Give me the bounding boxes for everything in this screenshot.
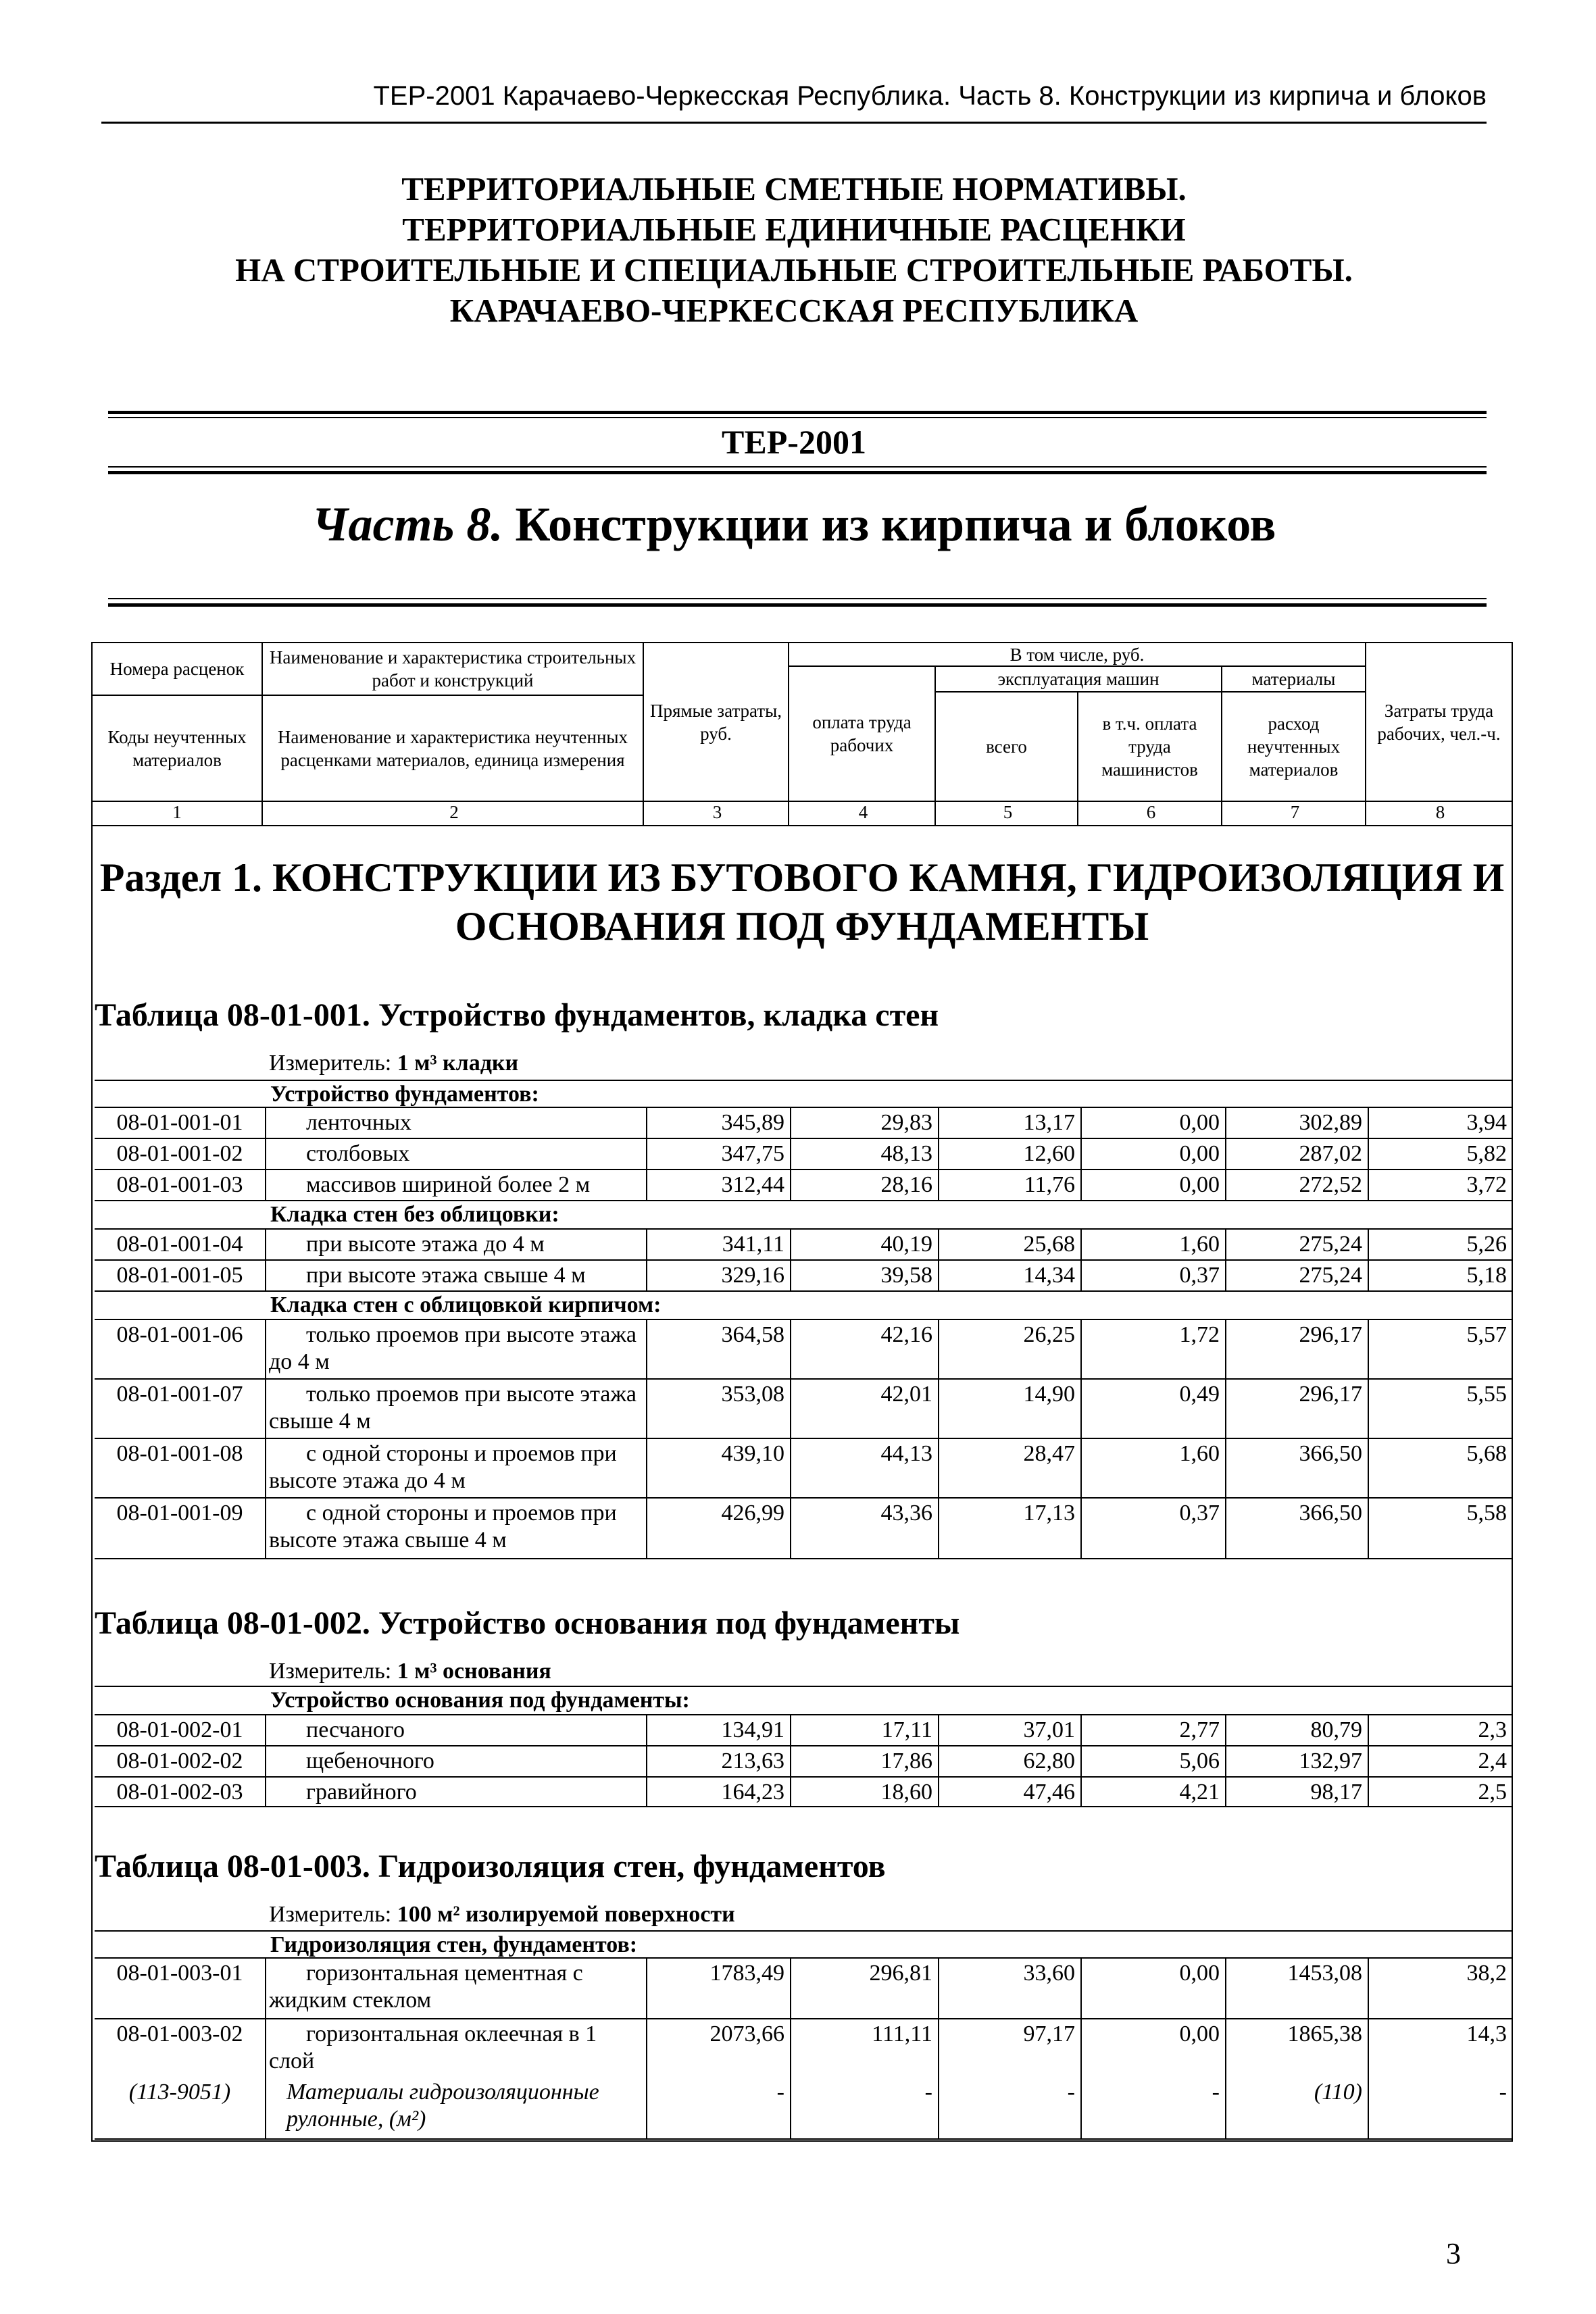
materials-value: 287,02	[1225, 1139, 1368, 1169]
materials-value: 98,17	[1225, 1778, 1368, 1806]
operator-pay-value: 0,37	[1080, 1261, 1225, 1290]
rate-code: 08-01-001-03	[116, 1172, 243, 1197]
table-row	[95, 1107, 1512, 1138]
worker-pay-value: 111,11	[790, 2019, 938, 2078]
column-number: 6	[1077, 801, 1224, 825]
machines-total-value: 13,17	[938, 1108, 1080, 1138]
table-row	[95, 1319, 1512, 1378]
table-row	[95, 1776, 1512, 1807]
worker-pay-value: 48,13	[790, 1139, 938, 1169]
table-08-01-003-title: Таблица 08-01-003. Гидроизоляция стен, фундаментов	[95, 1848, 886, 1884]
section-title	[91, 853, 1513, 951]
column-number: 3	[643, 801, 791, 825]
direct-costs-value: 364,58	[646, 1320, 790, 1378]
rate-code: 08-01-001-09	[116, 1501, 243, 1526]
operator-pay-value: 0,00	[1080, 2019, 1225, 2078]
table-row	[95, 2018, 1512, 2078]
worker-pay-value: 43,36	[790, 1499, 938, 1558]
operator-pay-value: 0,00	[1080, 1170, 1225, 1200]
header-labor-costs: Затраты труда рабочих, чел.-ч.	[1365, 642, 1513, 802]
labor-costs-value: 14,3	[1368, 2019, 1512, 2078]
header-material-name: Наименование и характеристика неучтенных расценками материалов, единица измерения	[261, 695, 644, 802]
labor-costs-value: 5,18	[1368, 1261, 1512, 1290]
labor-costs-value: 5,82	[1368, 1139, 1512, 1169]
material-code: (113-9051)	[128, 2080, 231, 2105]
machines-total-value: -	[938, 2078, 1080, 2138]
rate-name: только проемов при высоте этажа до 4 м	[265, 1320, 646, 1378]
operator-pay-value: 1,60	[1080, 1230, 1225, 1259]
rule-thick-3	[108, 603, 1487, 607]
direct-costs-value: 353,08	[646, 1380, 790, 1438]
group-header: Гидроизоляция стен, фундаментов:	[95, 1930, 1512, 1957]
rate-name: массивов шириной более 2 м	[265, 1170, 646, 1200]
machines-total-value: 97,17	[938, 2019, 1080, 2078]
header-material-consumption: расход неучтенных материалов	[1221, 691, 1366, 802]
table-row	[95, 1497, 1512, 1559]
rate-name: ленточных	[265, 1108, 646, 1138]
rate-code: 08-01-001-01	[116, 1110, 243, 1135]
header-machines-total: всего	[934, 691, 1078, 802]
machines-total-value: 37,01	[938, 1715, 1080, 1745]
title-line-4: КАРАЧАЕВО-ЧЕРКЕССКАЯ РЕСПУБЛИКА	[449, 292, 1139, 329]
materials-value: 296,17	[1225, 1380, 1368, 1438]
measure-prefix: Измеритель:	[269, 1659, 397, 1684]
direct-costs-value: 213,63	[646, 1746, 790, 1776]
labor-costs-value: 5,55	[1368, 1380, 1512, 1438]
header-rate-numbers: Номера расценок	[91, 642, 263, 696]
column-number: 4	[788, 801, 937, 825]
title-line-3: НА СТРОИТЕЛЬНЫЕ И СПЕЦИАЛЬНЫЕ СТРОИТЕЛЬНЫЕ РАБОТЫ.	[235, 251, 1353, 288]
running-header: ТЕР-2001 Карачаево-Черкесская Республика. Часть 8. Конструкции из кирпича и блоков	[373, 81, 1487, 111]
header-work-name: Наименование и характеристика строительных работ и конструкций	[261, 642, 644, 696]
materials-value: 132,97	[1225, 1746, 1368, 1776]
table-row	[95, 1259, 1512, 1290]
column-number: 5	[934, 801, 1080, 825]
column-number: 8	[1365, 801, 1514, 825]
direct-costs-value: 347,75	[646, 1139, 790, 1169]
rule-thick-2	[108, 471, 1487, 474]
group-header: Устройство основания под фундаменты:	[95, 1686, 1512, 1714]
title-line-1: ТЕРРИТОРИАЛЬНЫЕ СМЕТНЫЕ НОРМАТИВЫ.	[401, 170, 1187, 207]
direct-costs-value: 134,91	[646, 1715, 790, 1745]
materials-value: 366,50	[1225, 1439, 1368, 1497]
part-title	[101, 497, 1487, 553]
rate-name: горизонтальная цементная с жидким стеклом	[265, 1959, 646, 2018]
material-row	[95, 2078, 1512, 2140]
document-title	[101, 169, 1487, 331]
operator-pay-value: -	[1080, 2078, 1225, 2138]
machines-total-value: 11,76	[938, 1170, 1080, 1200]
rule-thin-1	[108, 417, 1487, 418]
worker-pay-value: 40,19	[790, 1230, 938, 1259]
operator-pay-value: 5,06	[1080, 1746, 1225, 1776]
labor-costs-value: 2,3	[1368, 1715, 1512, 1745]
machines-total-value: 28,47	[938, 1439, 1080, 1497]
direct-costs-value: 2073,66	[646, 2019, 790, 2078]
direct-costs-value: 439,10	[646, 1439, 790, 1497]
materials-value: 1865,38	[1225, 2019, 1368, 2078]
rate-name: гравийного	[265, 1778, 646, 1806]
rate-code: 08-01-001-04	[116, 1232, 243, 1257]
worker-pay-value: 17,11	[790, 1715, 938, 1745]
machines-total-value: 33,60	[938, 1959, 1080, 2018]
machines-total-value: 14,90	[938, 1380, 1080, 1438]
operator-pay-value: 0,37	[1080, 1499, 1225, 1558]
machines-total-value: 17,13	[938, 1499, 1080, 1558]
table-row	[95, 1714, 1512, 1745]
worker-pay-value: 42,16	[790, 1320, 938, 1378]
materials-value: 80,79	[1225, 1715, 1368, 1745]
header-machines: эксплуатация машин	[934, 665, 1222, 693]
table-08-01-002-title: Таблица 08-01-002. Устройство основания под фундаменты	[95, 1605, 960, 1641]
group-header: Кладка стен с облицовкой кирпичом:	[95, 1290, 1512, 1319]
rate-code: 08-01-003-02	[116, 2021, 243, 2046]
labor-costs-value: 3,72	[1368, 1170, 1512, 1200]
labor-costs-value: 5,68	[1368, 1439, 1512, 1497]
measure-prefix: Измеритель:	[269, 1051, 397, 1076]
direct-costs-value: 312,44	[646, 1170, 790, 1200]
rate-name: при высоте этажа до 4 м	[265, 1230, 646, 1259]
operator-pay-value: 4,21	[1080, 1778, 1225, 1806]
rate-name: с одной стороны и проемов при высоте этажа свыше 4 м	[265, 1499, 646, 1558]
operator-pay-value: 0,49	[1080, 1380, 1225, 1438]
direct-costs-value: 426,99	[646, 1499, 790, 1558]
machines-total-value: 12,60	[938, 1139, 1080, 1169]
operator-pay-value: 0,00	[1080, 1959, 1225, 2018]
header-including: В том числе, руб.	[788, 642, 1366, 667]
direct-costs-value: 164,23	[646, 1778, 790, 1806]
machines-total-value: 26,25	[938, 1320, 1080, 1378]
table-08-01-003-measure	[269, 1902, 735, 1928]
materials-value: 1453,08	[1225, 1959, 1368, 2018]
group-header: Устройство фундаментов:	[95, 1080, 1512, 1107]
material-consumption-value: (110)	[1225, 2078, 1368, 2138]
rate-code: 08-01-003-01	[116, 1961, 243, 1986]
materials-value: 366,50	[1225, 1499, 1368, 1558]
rate-name: только проемов при высоте этажа свыше 4 м	[265, 1380, 646, 1438]
rate-code: 08-01-001-02	[116, 1141, 243, 1166]
labor-costs-value: 38,2	[1368, 1959, 1512, 2018]
worker-pay-value: 28,16	[790, 1170, 938, 1200]
machines-total-value: 14,34	[938, 1261, 1080, 1290]
machines-total-value: 62,80	[938, 1746, 1080, 1776]
header-rule	[101, 122, 1487, 124]
direct-costs-value: -	[646, 2078, 790, 2138]
direct-costs-value: 341,11	[646, 1230, 790, 1259]
rate-name: щебеночного	[265, 1746, 646, 1776]
rate-code: 08-01-002-01	[116, 1717, 243, 1742]
rate-name: песчаного	[265, 1715, 646, 1745]
rule-thin-2	[108, 466, 1487, 468]
rate-code: 08-01-002-02	[116, 1749, 243, 1774]
worker-pay-value: 17,86	[790, 1746, 938, 1776]
worker-pay-value: 18,60	[790, 1778, 938, 1806]
labor-costs-value: 2,5	[1368, 1778, 1512, 1806]
labor-costs-value: -	[1368, 2078, 1512, 2138]
materials-value: 296,17	[1225, 1320, 1368, 1378]
rate-name: при высоте этажа свыше 4 м	[265, 1261, 646, 1290]
column-number: 1	[172, 802, 182, 822]
part-label: Часть 8.	[311, 497, 503, 551]
measure-unit: 1 м³ основания	[397, 1659, 551, 1684]
labor-costs-value: 5,57	[1368, 1320, 1512, 1378]
title-line-2: ТЕРРИТОРИАЛЬНЫЕ ЕДИНИЧНЫЕ РАСЦЕНКИ	[402, 211, 1186, 248]
direct-costs-value: 329,16	[646, 1261, 790, 1290]
table-row	[95, 1438, 1512, 1497]
operator-pay-value: 0,00	[1080, 1108, 1225, 1138]
table-row	[95, 1228, 1512, 1259]
rate-code: 08-01-001-07	[116, 1382, 243, 1407]
labor-costs-value: 5,58	[1368, 1499, 1512, 1558]
header-worker-pay: оплата труда рабочих	[788, 665, 936, 802]
column-number: 2	[261, 801, 645, 825]
material-name: Материалы гидроизоляционные рулонные, (м²)	[265, 2078, 646, 2138]
labor-costs-value: 3,94	[1368, 1108, 1512, 1138]
measure-unit: 1 м³ кладки	[397, 1051, 519, 1076]
table-row	[95, 1138, 1512, 1169]
machines-total-value: 47,46	[938, 1778, 1080, 1806]
table-08-01-001-measure	[269, 1051, 518, 1076]
worker-pay-value: 44,13	[790, 1439, 938, 1497]
part-name: Конструкции из кирпича и блоков	[515, 497, 1276, 551]
machines-total-value: 25,68	[938, 1230, 1080, 1259]
materials-value: 275,24	[1225, 1261, 1368, 1290]
worker-pay-value: 29,83	[790, 1108, 938, 1138]
table-row	[95, 1745, 1512, 1776]
rule-thin-3	[108, 598, 1487, 599]
operator-pay-value: 2,77	[1080, 1715, 1225, 1745]
page-number: 3	[1446, 2237, 1461, 2270]
rate-code: 08-01-001-08	[116, 1441, 243, 1466]
group-header: Кладка стен без облицовки:	[95, 1200, 1512, 1228]
operator-pay-value: 1,72	[1080, 1320, 1225, 1378]
worker-pay-value: -	[790, 2078, 938, 2138]
ter-label: ТЕР-2001	[722, 423, 866, 461]
operator-pay-value: 0,00	[1080, 1139, 1225, 1169]
section-title-line-2: ОСНОВАНИЯ ПОД ФУНДАМЕНТЫ	[455, 904, 1149, 949]
table-row	[95, 1378, 1512, 1438]
rate-name: с одной стороны и проемов при высоте этажа до 4 м	[265, 1439, 646, 1497]
operator-pay-value: 1,60	[1080, 1439, 1225, 1497]
materials-value: 275,24	[1225, 1230, 1368, 1259]
labor-costs-value: 5,26	[1368, 1230, 1512, 1259]
section-title-line-1: Раздел 1. КОНСТРУКЦИИ ИЗ БУТОВОГО КАМНЯ, ГИДРОИЗОЛЯЦИЯ И	[99, 855, 1505, 900]
measure-prefix: Измеритель:	[269, 1902, 397, 1927]
table-row	[95, 1957, 1512, 2018]
direct-costs-value: 345,89	[646, 1108, 790, 1138]
rate-code: 08-01-001-05	[116, 1263, 243, 1288]
header-direct-costs: Прямые затраты, руб.	[643, 642, 789, 802]
table-08-01-002-measure	[269, 1659, 551, 1684]
materials-value: 302,89	[1225, 1108, 1368, 1138]
rule-thick-1	[108, 411, 1487, 414]
table-row	[95, 1169, 1512, 1200]
measure-unit: 100 м² изолируемой поверхности	[397, 1902, 735, 1927]
rate-code: 08-01-002-03	[116, 1780, 243, 1805]
worker-pay-value: 39,58	[790, 1261, 938, 1290]
table-08-01-001-title: Таблица 08-01-001. Устройство фундаментов, кладка стен	[95, 997, 939, 1033]
worker-pay-value: 296,81	[790, 1959, 938, 2018]
worker-pay-value: 42,01	[790, 1380, 938, 1438]
header-material-codes: Коды неучтенных материалов	[91, 695, 263, 802]
header-operator-pay: в т.ч. оплата труда машинистов	[1077, 691, 1222, 802]
rate-name: столбовых	[265, 1139, 646, 1169]
rate-code: 08-01-001-06	[116, 1322, 243, 1347]
rate-name: горизонтальная оклеечная в 1 слой	[265, 2019, 646, 2078]
direct-costs-value: 1783,49	[646, 1959, 790, 2018]
materials-value: 272,52	[1225, 1170, 1368, 1200]
labor-costs-value: 2,4	[1368, 1746, 1512, 1776]
column-number: 7	[1221, 801, 1368, 825]
header-materials: материалы	[1221, 665, 1366, 693]
